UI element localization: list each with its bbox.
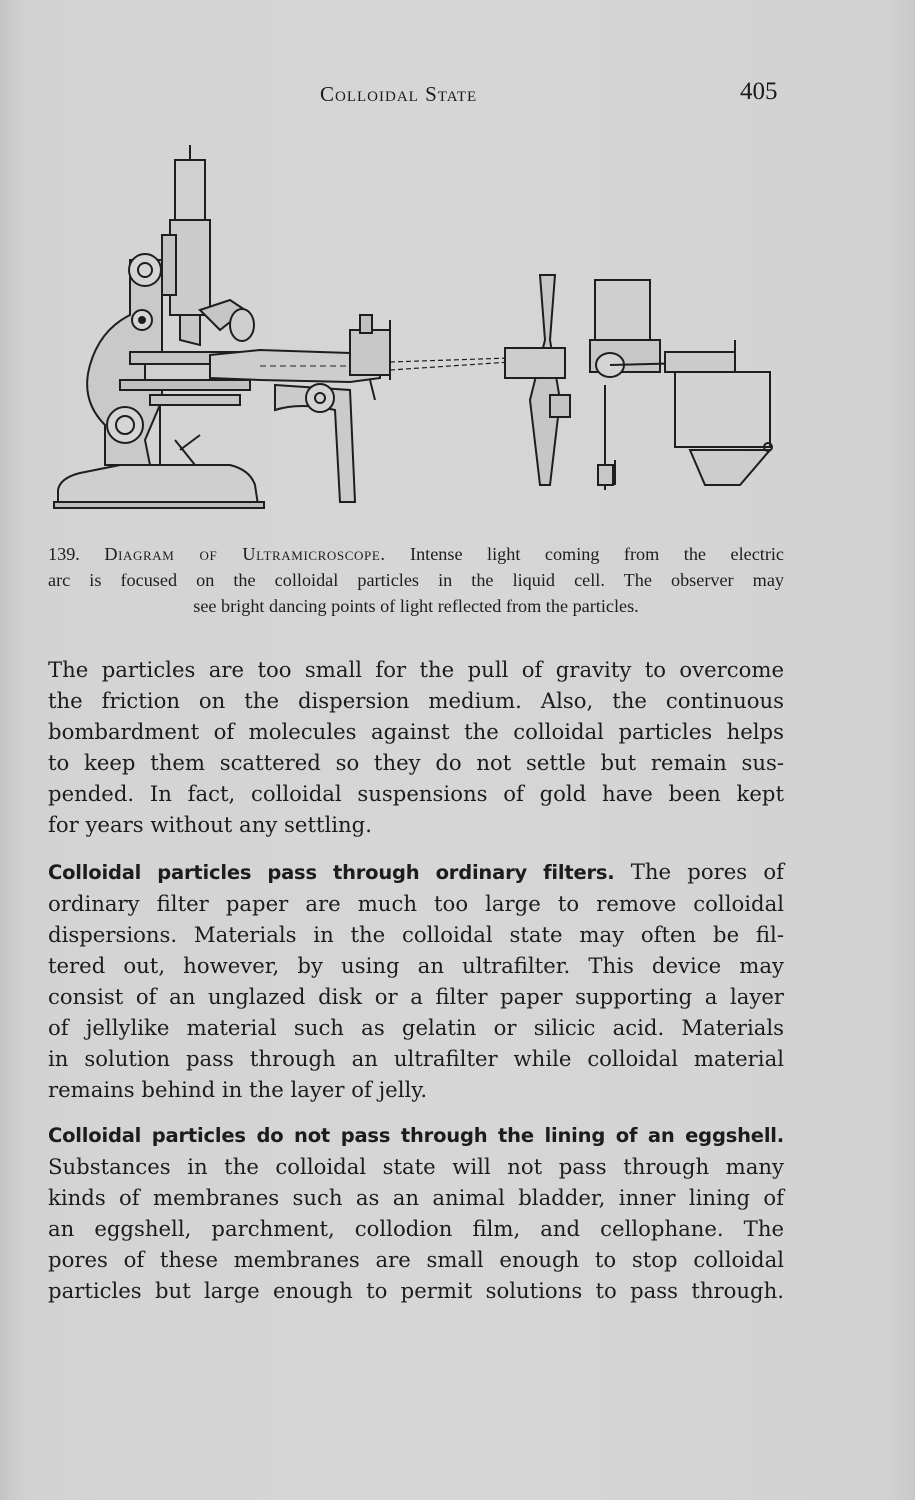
paragraph [48,654,784,840]
text-line: tered out, however, by using an ultrafilter. This device may [48,953,784,978]
text-line: particles but large enough to permit solutions to pass through. [48,1278,784,1303]
text-line: Substances in the colloidal state will not pass through many [48,1154,784,1179]
running-header: Colloidal State [320,82,478,106]
text-line: of jellylike material such as gelatin or silicic acid. Materials [48,1015,784,1040]
text-line: pended. In fact, colloidal suspensions of gold have been kept [48,781,784,806]
paragraph-heading: Colloidal particles do not pass through the lining of an eggshell. [48,1124,784,1147]
text-line: dispersions. Materials in the colloidal state may often be fil- [48,922,784,947]
text-line: The pores of [630,859,784,884]
text-line: pores of these membranes are small enough to stop colloidal [48,1247,784,1272]
paragraph [48,856,784,1105]
text-line: to keep them scattered so they do not settle but remain sus- [48,750,784,775]
text-line: consist of an unglazed disk or a filter paper supporting a layer [48,984,784,1009]
paragraph [48,1120,784,1306]
text-line: remains behind in the layer of jelly. [48,1077,428,1102]
caption-line: arc is focused on the colloidal particles in the liquid cell. The observer may [48,570,784,590]
page-number: 405 [740,78,778,105]
text-line: bombardment of molecules against the colloidal particles helps [48,719,784,744]
text-line: for years without any settling. [48,812,372,837]
caption-line: Intense light coming from the electric [410,544,785,564]
ultramicroscope-diagram-icon [50,140,790,520]
figure-number: 139. [48,544,80,564]
paragraph-heading: Colloidal particles pass through ordinary filters. [48,861,615,884]
text-line: the friction on the dispersion medium. Also, the continuous [48,688,784,713]
text-line: an eggshell, parchment, collodion film, and cellophane. The [48,1216,784,1241]
text-line: The particles are too small for the pull of gravity to overcome [48,657,784,682]
figure-title: Diagram of Ultramicroscope. [104,544,386,564]
text-line: in solution pass through an ultrafilter while colloidal material [48,1046,784,1071]
caption-line: see bright dancing points of light reflected from the particles. [193,596,639,616]
text-line: kinds of membranes such as an animal bladder, inner lining of [48,1185,784,1210]
figure-caption [48,541,784,619]
text-line: ordinary filter paper are much too large to remove colloidal [48,891,784,916]
